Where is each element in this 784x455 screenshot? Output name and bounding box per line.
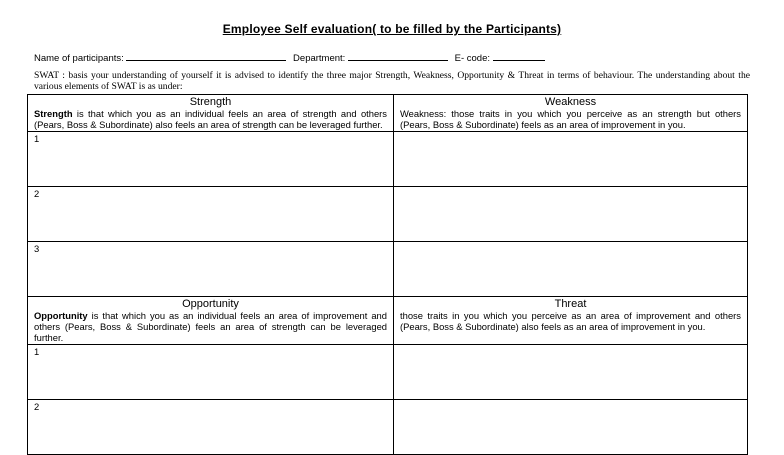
ecode-field[interactable] bbox=[493, 52, 545, 61]
weakness-entry-1[interactable] bbox=[394, 132, 748, 187]
strength-entry-2[interactable] bbox=[28, 187, 394, 242]
swot-intro: SWAT : basis your understanding of yourself it is advised to identify the three major Strength, Weakness, Opportunity & Threat in terms of behaviour. The understanding about the various elements of SWAT is as under: bbox=[34, 70, 750, 92]
strength-heading: Strength bbox=[189, 96, 232, 108]
form-title: Employee Self evaluation( to be filled by the Participants) bbox=[222, 22, 562, 36]
ecode-label: E- code: bbox=[454, 53, 490, 64]
row-number: 1 bbox=[34, 346, 40, 357]
strength-description: is that which you as an individual feels an area of strength and others (Pears, Boss & Subordinate) also feels an area of strength can be leveraged further. bbox=[34, 108, 387, 130]
department-label: Department: bbox=[293, 53, 346, 64]
row-number: 3 bbox=[34, 243, 40, 254]
weakness-heading: Weakness bbox=[544, 96, 597, 108]
threat-description: those traits in you which you perceive as an area of improvement and others (Pears, Boss & Subordinate) also feels as an area of improvement in you. bbox=[400, 310, 741, 332]
name-label: Name of participants: bbox=[34, 53, 124, 64]
strength-bold-term: Strength bbox=[34, 108, 73, 119]
weakness-entry-2[interactable] bbox=[394, 187, 748, 242]
strength-entry-1[interactable] bbox=[28, 132, 394, 187]
opportunity-heading: Opportunity bbox=[182, 298, 239, 310]
weakness-description: Weakness: those traits in you which you perceive as an strength but others (Pears, Boss & Subordinate) feels as an area of improvement in you. bbox=[400, 108, 741, 130]
row-number: 2 bbox=[34, 401, 40, 412]
opportunity-bold-term: Opportunity bbox=[34, 310, 88, 321]
department-field[interactable] bbox=[348, 52, 448, 61]
swot-table bbox=[27, 94, 748, 455]
row-number: 2 bbox=[34, 188, 40, 199]
strength-entry-3[interactable] bbox=[28, 242, 394, 297]
weakness-description-cell bbox=[394, 95, 748, 132]
threat-description-cell bbox=[394, 297, 748, 345]
participant-fields bbox=[34, 52, 549, 64]
opportunity-description: is that which you as an individual feels an area of improvement and others (Pears, Boss & Subordinate) feels an area of strength can be leveraged further. bbox=[34, 310, 387, 343]
strength-description-cell bbox=[28, 95, 394, 132]
threat-entry-2[interactable] bbox=[394, 400, 748, 455]
threat-heading: Threat bbox=[554, 298, 587, 310]
opportunity-description-cell bbox=[28, 297, 394, 345]
weakness-entry-3[interactable] bbox=[394, 242, 748, 297]
opportunity-entry-1[interactable] bbox=[28, 345, 394, 400]
threat-entry-1[interactable] bbox=[394, 345, 748, 400]
opportunity-entry-2[interactable] bbox=[28, 400, 394, 455]
row-number: 1 bbox=[34, 133, 40, 144]
name-field[interactable] bbox=[126, 52, 286, 61]
